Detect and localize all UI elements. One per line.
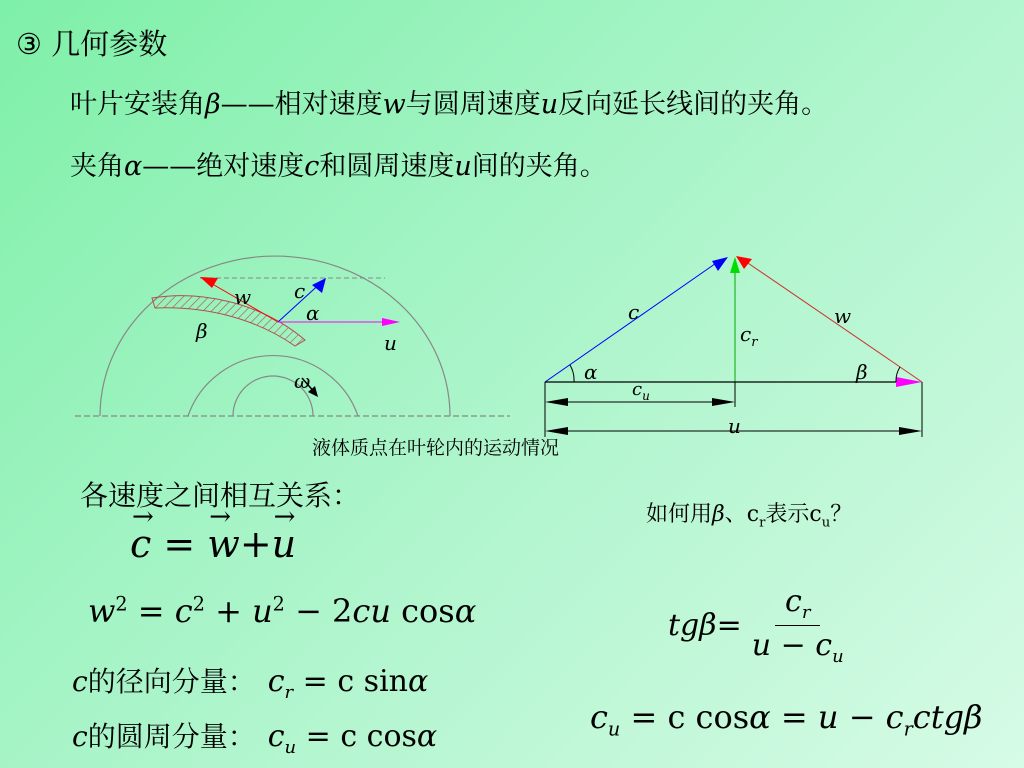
equation-vector-sum: → c = → w+→ u [130,522,296,566]
middle-circle [188,356,358,416]
impeller-diagram [70,240,520,430]
velocity-triangle [530,245,940,445]
label-u: u [384,331,397,355]
tri-label-cr: $c_r$ [740,322,758,350]
question-text: 如何用β、$c_r$表示$c_u$？ [646,502,853,531]
tri-label-cu: $c_u$ [632,379,650,403]
tri-alpha-arc [570,365,574,382]
tri-w-line [742,259,922,382]
tri-c-arrowhead [712,257,728,271]
tri-u-dim-right [899,427,922,435]
label-alpha: α [306,301,320,325]
tri-cu-dim-right [712,398,735,406]
definition-beta: 叶片安装角β——相对速度w与圆周速度u反向延长线间的夹角。 [70,89,829,120]
tri-label-beta: β [856,360,868,384]
tri-label-alpha: α [584,360,598,384]
tri-base-arrowhead [896,377,922,387]
label-omega: ω [294,369,311,393]
u-arrowhead [382,318,400,326]
c-arrowhead [312,278,326,293]
blade [152,296,305,346]
equation-circumferential-component: c的圆周分量： $c_u = c$ cosα [72,719,438,758]
section-heading: ③ 几何参数 [16,27,168,61]
tri-label-u: u [728,414,741,438]
tri-label-c: c [628,300,640,324]
equation-radial-component: c的径向分量： $c_r = c$ sinα [72,664,429,703]
tri-w-arrowhead [736,256,752,269]
label-w: w [234,285,252,309]
label-beta: β [196,319,208,343]
equation-cu-expression: $c_u = c$ $\cos\alpha = u - c_rctg\beta$ [590,698,983,741]
tri-label-w: w [834,304,852,328]
tri-cu-dim-left [545,398,568,406]
outer-circle [100,256,450,416]
relation-title: 各速度之间相互关系： [80,479,361,512]
equation-cosine-law: $w^2 = c^2 + u^2 - 2cu$ cosα [88,592,477,630]
w-arrowhead [200,277,218,288]
diagram-caption: 液体质点在叶轮内的运动情况 [312,437,560,459]
equation-tangent-beta: tgβ = $\frac{c_r}{u - c_u}$ [668,584,844,667]
label-c: c [294,279,306,303]
definition-alpha: 夹角α——绝对速度c和圆周速度u间的夹角。 [70,151,607,182]
